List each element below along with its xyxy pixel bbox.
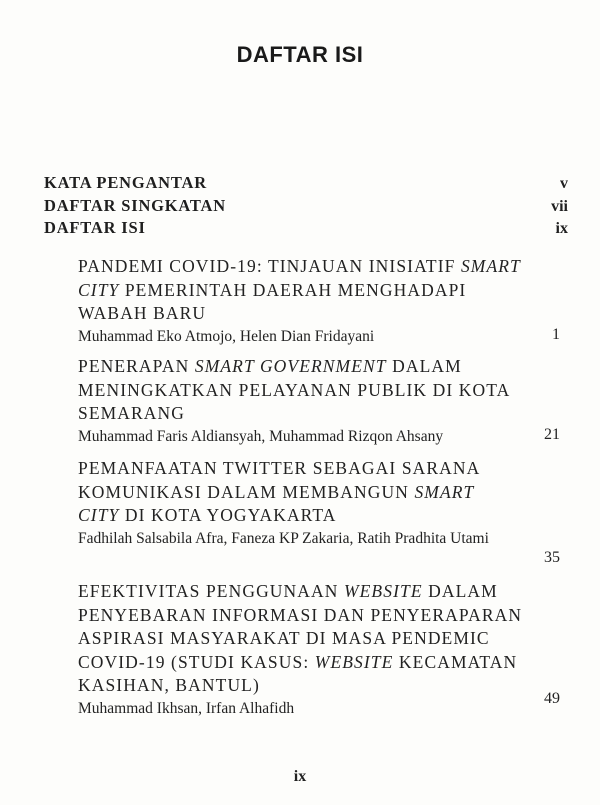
chapter-entry[interactable] [78, 355, 568, 448]
chapter-page: 1 [552, 326, 560, 343]
italic-term: SMART [414, 481, 475, 502]
chapter-title-line [78, 604, 568, 628]
chapter-title-line [78, 481, 568, 505]
toc-entry-label: DAFTAR SINGKATAN [44, 195, 226, 215]
chapter-title-line [78, 302, 568, 326]
chapter-entry[interactable] [78, 255, 568, 348]
title-text: PENERAPAN [78, 356, 195, 376]
front-matter-list [44, 173, 568, 241]
title-text: PEMERINTAH DAERAH MENGHADAPI [119, 279, 467, 300]
italic-term: SMART [460, 256, 521, 276]
title-text: KOMUNIKASI DALAM MEMBANGUN [78, 481, 415, 502]
chapter-title-line [78, 580, 568, 604]
chapter-page: 21 [544, 426, 560, 443]
chapter-page: 49 [544, 690, 560, 707]
toc-entry-kata-pengantar[interactable] [44, 173, 568, 196]
chapter-entry[interactable] [78, 457, 568, 566]
chapter-title-line [78, 457, 568, 481]
title-text: SEMARANG [78, 403, 186, 423]
italic-term: WEBSITE [343, 581, 423, 601]
italic-term: CITY [78, 279, 120, 300]
chapter-title [78, 255, 568, 326]
chapter-authors: Fadhilah Salsabila Afra, Faneza KP Zakaria, Ratih Pradhita Utami [78, 529, 489, 547]
chapter-title-line [78, 279, 568, 303]
toc-entry-daftar-isi[interactable] [44, 218, 568, 241]
chapter-page: 35 [544, 549, 560, 566]
title-text: DALAM [422, 581, 498, 601]
title-text: COVID-19 (STUDI KASUS: [78, 651, 315, 672]
title-text: PANDEMI COVID-19: TINJAUAN INISIATIF [78, 256, 461, 276]
toc-entry-page: vii [551, 197, 568, 215]
chapter-authors: Muhammad Eko Atmojo, Helen Dian Fridayani [78, 327, 375, 345]
page-number: ix [293, 768, 307, 785]
toc-entry-daftar-singkatan[interactable] [44, 196, 568, 219]
title-text: WABAH BARU [78, 303, 207, 323]
chapter-title-line [78, 379, 568, 403]
page-title: DAFTAR ISI [236, 42, 364, 67]
title-text: EFEKTIVITAS PENGGUNAAN [78, 581, 344, 601]
toc-entry-page: v [560, 175, 568, 192]
italic-term: SMART GOVERNMENT [194, 356, 387, 376]
title-text: ASPIRASI MASYARAKAT DI MASA PENDEMIC [78, 628, 490, 648]
title-text: KECAMATAN [393, 651, 518, 672]
chapter-title-line [78, 674, 568, 698]
chapter-title-line [78, 651, 568, 675]
chapter-title-line [78, 355, 568, 379]
chapter-title [78, 580, 568, 698]
chapter-entry[interactable] [78, 580, 568, 720]
chapter-title-line [78, 255, 568, 279]
chapter-title [78, 457, 568, 528]
chapter-authors: Muhammad Ikhsan, Irfan Alhafidh [78, 699, 295, 717]
chapter-title [78, 355, 568, 426]
chapter-title-line [78, 504, 568, 528]
title-text: PEMANFAATAN TWITTER SEBAGAI SARANA [78, 458, 481, 478]
toc-entry-page: ix [555, 220, 568, 237]
title-text: DALAM [386, 356, 462, 376]
title-text: DI KOTA YOGYAKARTA [119, 505, 337, 525]
chapter-title-line [78, 627, 568, 651]
toc-entry-label: KATA PENGANTAR [44, 173, 207, 192]
title-text: MENINGKATKAN PELAYANAN PUBLIK DI KOTA [78, 379, 511, 400]
chapter-authors: Muhammad Faris Aldiansyah, Muhammad Rizqon Ahsany [78, 427, 444, 445]
italic-term: WEBSITE [314, 651, 394, 672]
title-text: KASIHAN, BANTUL) [78, 675, 260, 695]
title-text: PENYEBARAN INFORMASI DAN PENYERAPARAN [78, 604, 523, 625]
chapter-title-line [78, 402, 568, 426]
italic-term: CITY [78, 505, 120, 525]
toc-entry-label: DAFTAR ISI [44, 218, 146, 237]
